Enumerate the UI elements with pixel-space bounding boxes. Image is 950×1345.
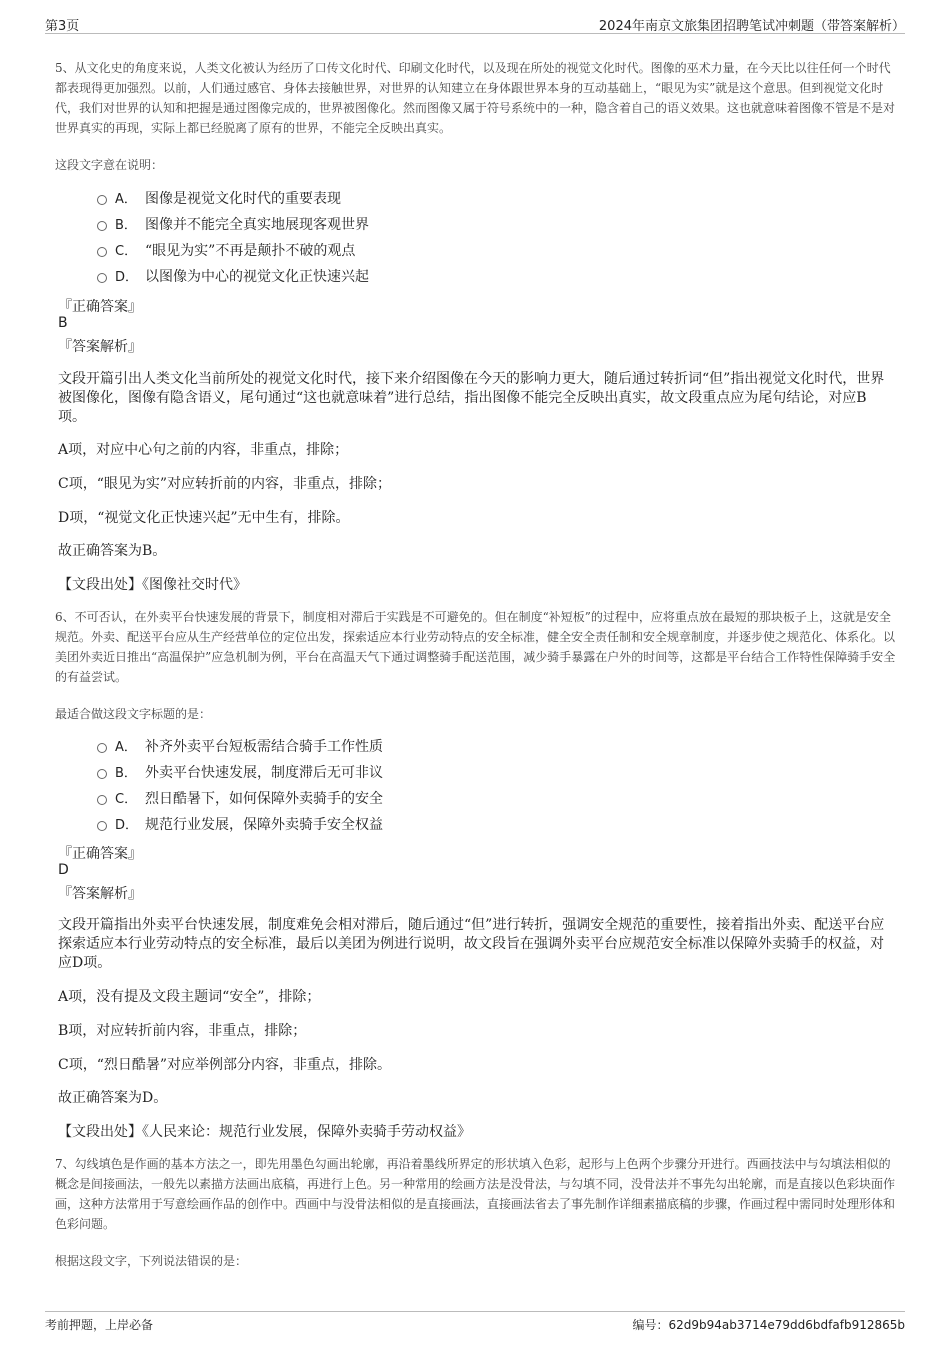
page-number: 第3页: [45, 19, 80, 34]
question-7-prompt: 根据这段文字，下列说法错误的是：: [55, 1254, 248, 1268]
page-header: [45, 13, 905, 34]
page-footer: [45, 1311, 905, 1334]
answer-value: D: [58, 862, 69, 878]
radio-icon[interactable]: [97, 795, 107, 805]
radio-icon[interactable]: [97, 273, 107, 283]
question-5-passage: 5、从文化史的角度来说，人类文化被认为经历了口传文化时代、印刷文化时代，以及现在所处的视觉文化时代。图像的巫术力量，在今天比以往任何一个时代都表现得更加强烈。以前，人们通过感官、身体去接触世界，对世界的认知建立在身体跟世界本身的互动基础上，“眼见为实”就是这个意思。但到视觉文化时代，我们对世界的认知和把握是通过图像完成的，世界被图像化。然而图像又属于符号系统中的一种，隐含着自己的语义效果。这也就意味着图像不管是不是对世界真实的再现，实际上都已经脱离了原有的世界，不能完全反映出真实。: [55, 61, 896, 135]
analysis-conclusion: 故正确答案为D。: [58, 1090, 168, 1106]
analysis-conclusion: 故正确答案为B。: [58, 543, 167, 559]
radio-icon[interactable]: [97, 743, 107, 753]
question-6-option-a[interactable]: A． 补齐外卖平台短板需结合骑手工作性质: [97, 736, 383, 758]
answer-value: B: [58, 315, 68, 331]
answer-label: 『正确答案』: [58, 299, 142, 315]
question-6-passage: 6、不可否认，在外卖平台快速发展的背景下，制度相对滞后于实践是不可避免的。但在制度“补短板”的过程中，应将重点放在最短的那块板子上，这就是安全规范。外卖、配送平台应从生产经营单位的定位出发，探索适应本行业劳动特点的安全标准，健全安全责任制和安全规章制度，并逐步使之规范化、体系化。以美团外卖近日推出“高温保护”应急机制为例，平台在高温天气下通过调整骑手配送范围，减少骑手暴露在户外的时间等，这都是平台结合工作特性保障骑手安全的有益尝试。: [55, 610, 896, 684]
analysis-line: C项，“烈日酷暑”对应举例部分内容，非重点，排除。: [58, 1057, 392, 1073]
analysis-label: 『答案解析』: [58, 886, 142, 902]
question-6-option-d[interactable]: D． 规范行业发展，保障外卖骑手安全权益: [97, 814, 383, 836]
radio-icon[interactable]: [97, 821, 107, 831]
footer-slogan: 考前押题，上岸必备: [45, 1318, 154, 1332]
document-title: 2024年南京文旅集团招聘笔试冲刺题（带答案解析）: [598, 19, 905, 34]
analysis-text: 文段开篇引出人类文化当前所处的视觉文化时代，接下来介绍图像在今天的影响力更大，随后通过转折词“但”指出视觉文化时代，世界被图像化，图像有隐含语义，尾句通过“这也就意味着”进行总结，指出图像不能完全反映出真实，故文段重点应为尾句结论，对应B项。: [58, 371, 885, 425]
radio-icon[interactable]: [97, 247, 107, 257]
question-6-option-b[interactable]: B． 外卖平台快速发展，制度滞后无可非议: [97, 762, 383, 784]
question-7-passage: 7、勾线填色是作画的基本方法之一，即先用墨色勾画出轮廓，再沿着墨线所界定的形状填入色彩，起形与上色两个步骤分开进行。西画技法中与勾填法相似的概念是间接画法，一般先以素描方法画出底稿，再进行上色。另一种常用的绘画方法是没骨法，与勾填不同，没骨法并不事先勾出轮廓，而是直接以色彩块面作画，这种方法常用于写意绘画作品的创作中。西画中与没骨法相似的是直接画法，直接画法省去了事先制作详细素描底稿的步骤，作画过程中需同时处理形体和色彩问题。: [55, 1157, 896, 1231]
source-citation: 【文段出处】《人民来论：规范行业发展，保障外卖骑手劳动权益》: [58, 1124, 471, 1140]
question-5-option-a[interactable]: A． 图像是视觉文化时代的重要表现: [97, 188, 341, 210]
analysis-label: 『答案解析』: [58, 339, 142, 355]
question-5-option-b[interactable]: B． 图像并不能完全真实地展现客观世界: [97, 214, 369, 236]
radio-icon[interactable]: [97, 769, 107, 779]
question-6-prompt: 最适合做这段文字标题的是：: [55, 707, 212, 721]
question-6-option-c[interactable]: C． 烈日酷暑下，如何保障外卖骑手的安全: [97, 788, 383, 810]
document-id: 编号：62d9b94ab3714e79dd6bdfafb912865b: [632, 1318, 905, 1332]
analysis-line: A项，对应中心句之前的内容，非重点，排除；: [58, 442, 349, 458]
answer-label: 『正确答案』: [58, 846, 142, 862]
analysis-line: B项，对应转折前内容，非重点，排除；: [58, 1023, 307, 1039]
analysis-line: D项，“视觉文化正快速兴起”无中生有，排除。: [58, 510, 350, 526]
radio-icon[interactable]: [97, 221, 107, 231]
question-5-prompt: 这段文字意在说明：: [55, 158, 164, 172]
analysis-line: C项，“眼见为实”对应转折前的内容，非重点，排除；: [58, 476, 392, 492]
radio-icon[interactable]: [97, 195, 107, 205]
analysis-line: A项，没有提及文段主题词“安全”，排除；: [58, 989, 321, 1005]
question-5-option-d[interactable]: D． 以图像为中心的视觉文化正快速兴起: [97, 266, 369, 288]
analysis-text: 文段开篇指出外卖平台快速发展，制度难免会相对滞后，随后通过“但”进行转折，强调安全规范的重要性，接着指出外卖、配送平台应探索适应本行业劳动特点的安全标准，最后以美团为例进行说明，故文段旨在强调外卖平台应规范安全标准以保障外卖骑手的权益，对应D项。: [58, 917, 885, 971]
source-citation: 【文段出处】《图像社交时代》: [58, 577, 247, 593]
question-5-option-c[interactable]: C． “眼见为实”不再是颠扑不破的观点: [97, 240, 355, 262]
